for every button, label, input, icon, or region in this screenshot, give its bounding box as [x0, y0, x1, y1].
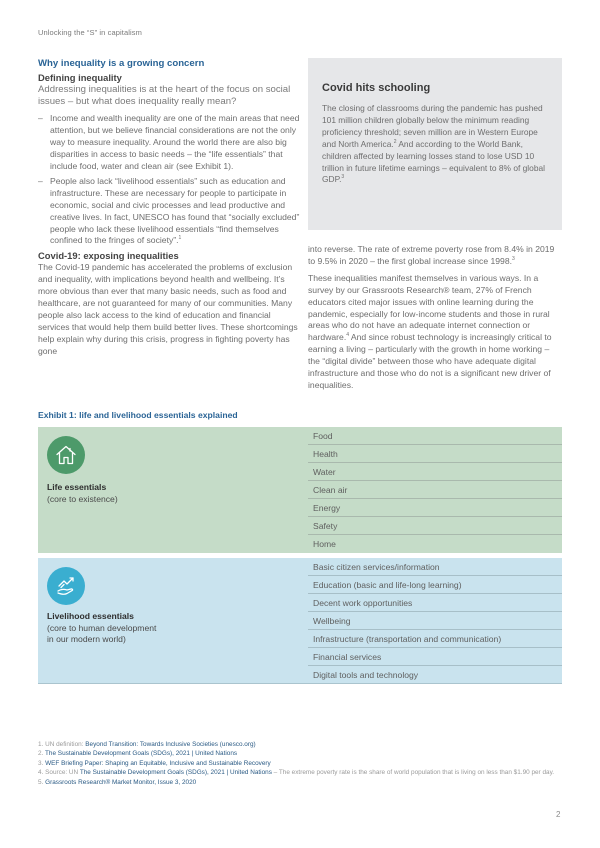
- left-column: [38, 58, 300, 358]
- footnote-5: [38, 778, 562, 787]
- covid-text: The Covid-19 pandemic has accelerated the problems of exclusion and inequality, with implications beyond health and wellbeing. It’s more obvious than ever that many basic needs, such as food and healthcare, are not guaranteed for many of our communities. Many people also lack access to the kind of education and financial services that would help them build better lives. These shortcomings help explain why during this crisis, progress in fighting poverty has gone: [38, 262, 298, 356]
- covid-heading: Covid-19: exposing inequalities: [38, 250, 179, 262]
- section-title: Why inequality is a growing concern: [38, 58, 205, 69]
- digital-divide-text-part1: These inequalities manifest themselves in various ways. In a survey by our Grassroots Research® team, 27% of French educators cited major issues with online learning during the pandemic, especially for low-income students and those in rural areas who do not have an adequate internet connection or hardware.: [308, 272, 550, 343]
- list-item: Energy: [308, 499, 562, 517]
- life-essentials-sublabel: (core to existence): [47, 493, 118, 504]
- page-number: 2: [556, 810, 561, 819]
- defining-inequality-heading: Defining inequality: [38, 72, 122, 83]
- bullet-livelihood-text: People also lack “livelihood essentials” such as education and infrastructure. These are necessary for people to participate in economic, social and civic processes and lead productive and creative lives. In fact, UNESCO has found that “socially excluded” people who lack these livelihood essentials “find themselves confined to the fringes of society”.: [50, 175, 300, 246]
- running-head: Unlocking the “S” in capitalism: [38, 28, 142, 37]
- footnote-suffix: – The extreme poverty rate is the share of world population that is living on less than $1.90 per day.: [271, 769, 555, 777]
- list-item: Health: [308, 445, 562, 463]
- footnote-ref[interactable]: 3: [341, 174, 345, 181]
- footnote-ref[interactable]: 3: [512, 256, 515, 263]
- defining-inequality-lead: Addressing inequalities is at the heart of the focus on social issues – but what does inequality really mean?: [38, 84, 291, 108]
- livelihood-essentials-label: [47, 611, 156, 646]
- footnote-2: [38, 749, 562, 758]
- covid-schooling-sidebar: [308, 58, 562, 230]
- list-item: Basic citizen services/information: [308, 558, 562, 576]
- list-item: Home: [313, 539, 336, 549]
- list-item: Wellbeing: [308, 612, 562, 630]
- footnote-number: 4.: [38, 769, 44, 777]
- poverty-text: into reverse. The rate of extreme poverty rose from 8.4% in 2019 to 9.5% in 2020 – the first global increase since 1998.: [308, 244, 555, 266]
- bullet-livelihood: [38, 176, 300, 247]
- livelihood-essentials-title: Livelihood essentials: [47, 611, 134, 621]
- footnote-number: 5.: [38, 778, 44, 786]
- life-essentials-label: [47, 482, 118, 505]
- footnote-number: 1.: [38, 741, 44, 748]
- bullet-income-wealth: – Income and wealth inequality are one of the main areas that need attention, but we believe financial considerations are not the only way to measure inequality. Around the world there are also big disparities in access to basic needs – the “life essentials” that include food, water and clean air (see Exhibit 1).: [38, 113, 300, 173]
- life-essentials-list: [308, 427, 562, 553]
- list-item: Education (basic and life-long learning): [308, 576, 562, 594]
- footnote-prefix: Source: UN: [45, 769, 80, 777]
- footnotes: [38, 740, 562, 787]
- sidebar-text-part1: The closing of classrooms during the pandemic has pushed 101 million children globally below the minimum reading proficiency threshold; seven million are in Western Europe and North America.: [322, 103, 543, 149]
- digital-divide-paragraph: [308, 273, 563, 392]
- life-essentials-title: Life essentials: [47, 482, 107, 492]
- footnote-number: 3.: [38, 759, 44, 767]
- livelihood-essentials-list: [308, 558, 562, 684]
- sidebar-title: Covid hits schooling: [322, 82, 431, 94]
- list-item: Water: [308, 463, 562, 481]
- sidebar-text-part2: And according to the World Bank, children affected by learning losses stand to lose USD 10 trillion in future lifetime earnings – equivalent to 8% of global GDP.: [322, 138, 545, 185]
- life-essentials-block: [38, 427, 562, 553]
- list-item: Infrastructure (transportation and communication): [308, 630, 562, 648]
- sidebar-text: [322, 103, 548, 186]
- footnote-link[interactable]: The Sustainable Development Goals (SDGs), 2021 | United Nations: [79, 769, 272, 777]
- footnote-3: [38, 759, 562, 768]
- footnote-1: [38, 740, 562, 749]
- growth-hand-icon: [47, 567, 85, 605]
- footnote-link[interactable]: Grassroots Research® Market Monitor, Issue 3, 2020: [45, 778, 197, 786]
- livelihood-sublabel-line1: (core to human development: [47, 622, 157, 633]
- footnote-link[interactable]: Beyond Transition: Towards Inclusive Societies (unesco.org): [85, 741, 256, 748]
- list-item: Financial services: [308, 648, 562, 666]
- footnote-4: [38, 768, 562, 777]
- footnote-number: 2.: [38, 750, 44, 758]
- digital-divide-text-part2: And since robust technology is increasingly critical to earning a living – particularly with the growth in home working – the “digital divide” between those who have adequate digital infrastructure and those who do not is a significant new driver of inequalities.: [308, 332, 552, 390]
- footnote-ref[interactable]: 2: [393, 138, 397, 145]
- poverty-paragraph: [308, 244, 563, 268]
- livelihood-essentials-block: [38, 558, 562, 684]
- footnote-link[interactable]: The Sustainable Development Goals (SDGs), 2021 | United Nations: [45, 750, 238, 758]
- footnote-ref[interactable]: 4: [346, 332, 349, 339]
- right-column: [308, 244, 563, 397]
- footnote-link[interactable]: WEF Briefing Paper: Shaping an Equitable, Inclusive and Sustainable Recovery: [45, 759, 271, 767]
- list-item: Clean air: [308, 481, 562, 499]
- list-item: Food: [308, 427, 562, 445]
- footnote-prefix: UN definition:: [45, 741, 86, 748]
- list-item: Decent work opportunities: [308, 594, 562, 612]
- list-item: Safety: [308, 517, 562, 535]
- exhibit-title: Exhibit 1: life and livelihood essentials explained: [38, 410, 238, 420]
- livelihood-sublabel-line2: in our modern world): [47, 634, 126, 645]
- inequality-bullets: [38, 113, 300, 247]
- list-item: Digital tools and technology: [313, 670, 419, 680]
- footnote-ref[interactable]: 1: [178, 235, 182, 242]
- house-icon: [47, 436, 85, 474]
